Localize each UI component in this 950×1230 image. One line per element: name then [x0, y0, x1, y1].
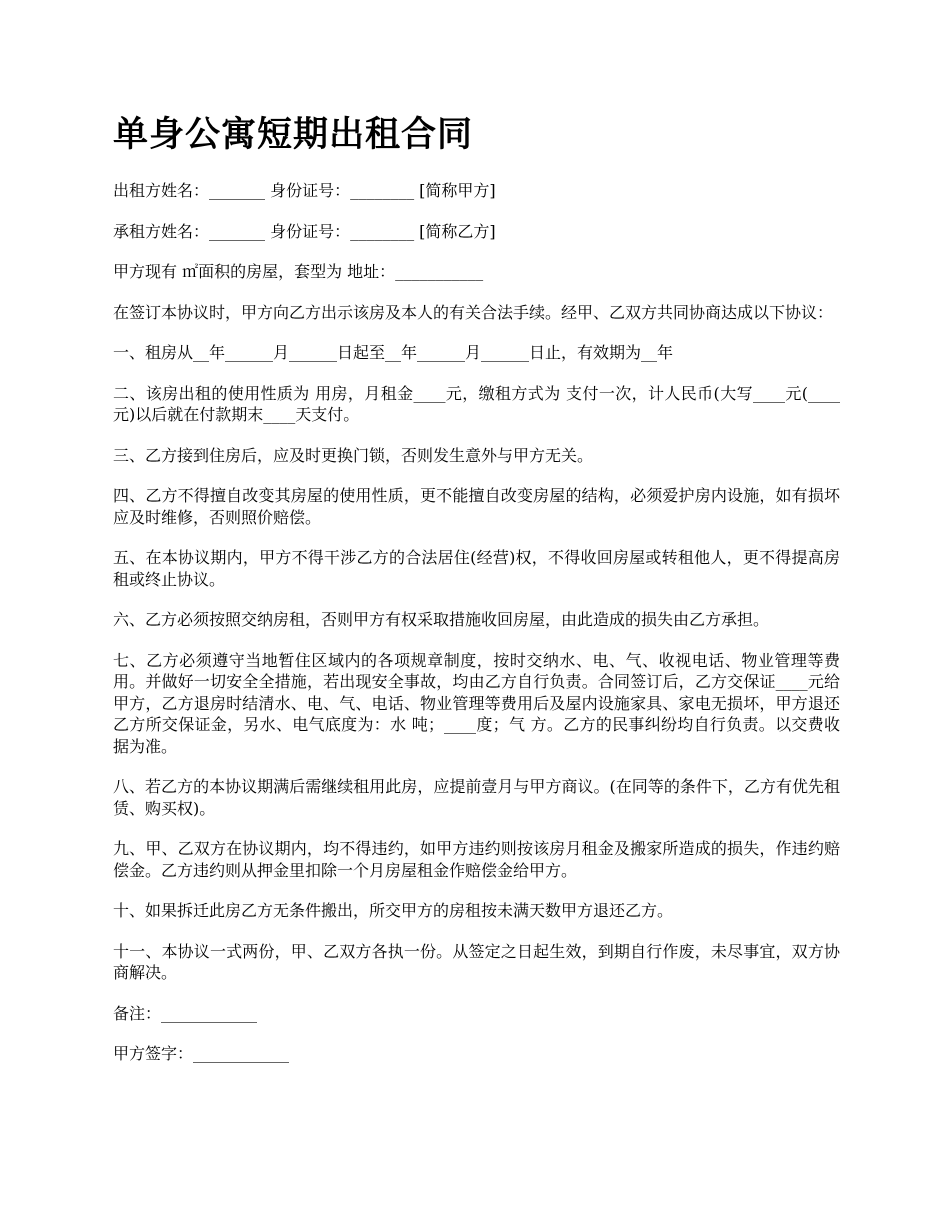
- clause-3: 三、乙方接到住房后，应及时更换门锁，否则发生意外与甲方无关。: [113, 445, 594, 465]
- clause-10: 十、如果拆迁此房乙方无条件搬出，所交甲方的房租按未满天数甲方退还乙方。: [113, 901, 674, 920]
- clause-8: 八、若乙方的本协议期满后需继续租用此房，应提前壹月与甲方商议。(在同等的条件下，乙方有优先租赁、购买权)。: [113, 777, 840, 818]
- clause-9: 九、甲、乙双方在协议期内，均不得违约，如甲方违约则按该房月租金及搬家所造成的损失，作违约赔偿金。乙方违约则从押金里扣除一个月房屋租金作赔偿金给甲方。: [113, 839, 840, 880]
- lessor-info: 出租方姓名：_______ 身份证号：________ [简称甲方]: [113, 181, 496, 200]
- clause-2: 二、该房出租的使用性质为 用房，月租金____元，缴租方式为 支付一次，计人民币(大写____元(____元)以后就在付款期末____天支付。: [113, 383, 840, 424]
- property-info: 甲方现有 ㎡面积的房屋，套型为 地址：___________: [113, 262, 484, 281]
- lessor-signature-line: 甲方签字：____________: [113, 1044, 290, 1063]
- clause-6: 六、乙方必须按照交纳房租，否则甲方有权采取措施收回房屋，由此造成的损失由乙方承担。: [113, 610, 770, 629]
- clause-11: 十一、本协议一式两份，甲、乙双方各执一份。从签定之日起生效，到期自行作废，未尽事宜，双方协商解决。: [113, 941, 840, 982]
- remarks-line: 备注：____________: [113, 1003, 258, 1023]
- clause-4: 四、乙方不得擅自改变其房屋的使用性质，更不能擅自改变房屋的结构，必须爱护房内设施，如有损坏应及时维修，否则照价赔偿。: [113, 486, 840, 527]
- document-page: [113, 110, 840, 1084]
- clause-7: 七、乙方必须遵守当地暂住区域内的各项规章制度，按时交纳水、电、气、收视电话、物业管理等费用。并做好一切安全全措施，若出现安全事故，均由乙方自行负责。合同签订后，乙方交保证____元给甲方，乙方退房时结清水、电、气、电话、物业管理等费用后及屋内设施家具、家电无损坏，甲方退还乙方所交保证金，另水、电气底度为：水 吨；____度；气 方。乙方的民事纠纷均自行负责。以交费收据为准。: [113, 650, 840, 756]
- clause-5: 五、在本协议期内，甲方不得干涉乙方的合法居住(经营)权，不得收回房屋或转租他人，更不得提高房租或终止协议。: [113, 548, 840, 589]
- clause-1: 一、租房从__年______月______日起至__年______月______日止，有效期为__年: [113, 343, 674, 362]
- page-title: 单身公寓短期出租合同: [113, 115, 474, 155]
- lessee-info: 承租方姓名：_______ 身份证号：________ [简称乙方]: [113, 221, 496, 241]
- preamble: 在签订本协议时，甲方向乙方出示该房及本人的有关合法手续。经甲、乙双方共同协商达成以下协议：: [113, 302, 834, 322]
